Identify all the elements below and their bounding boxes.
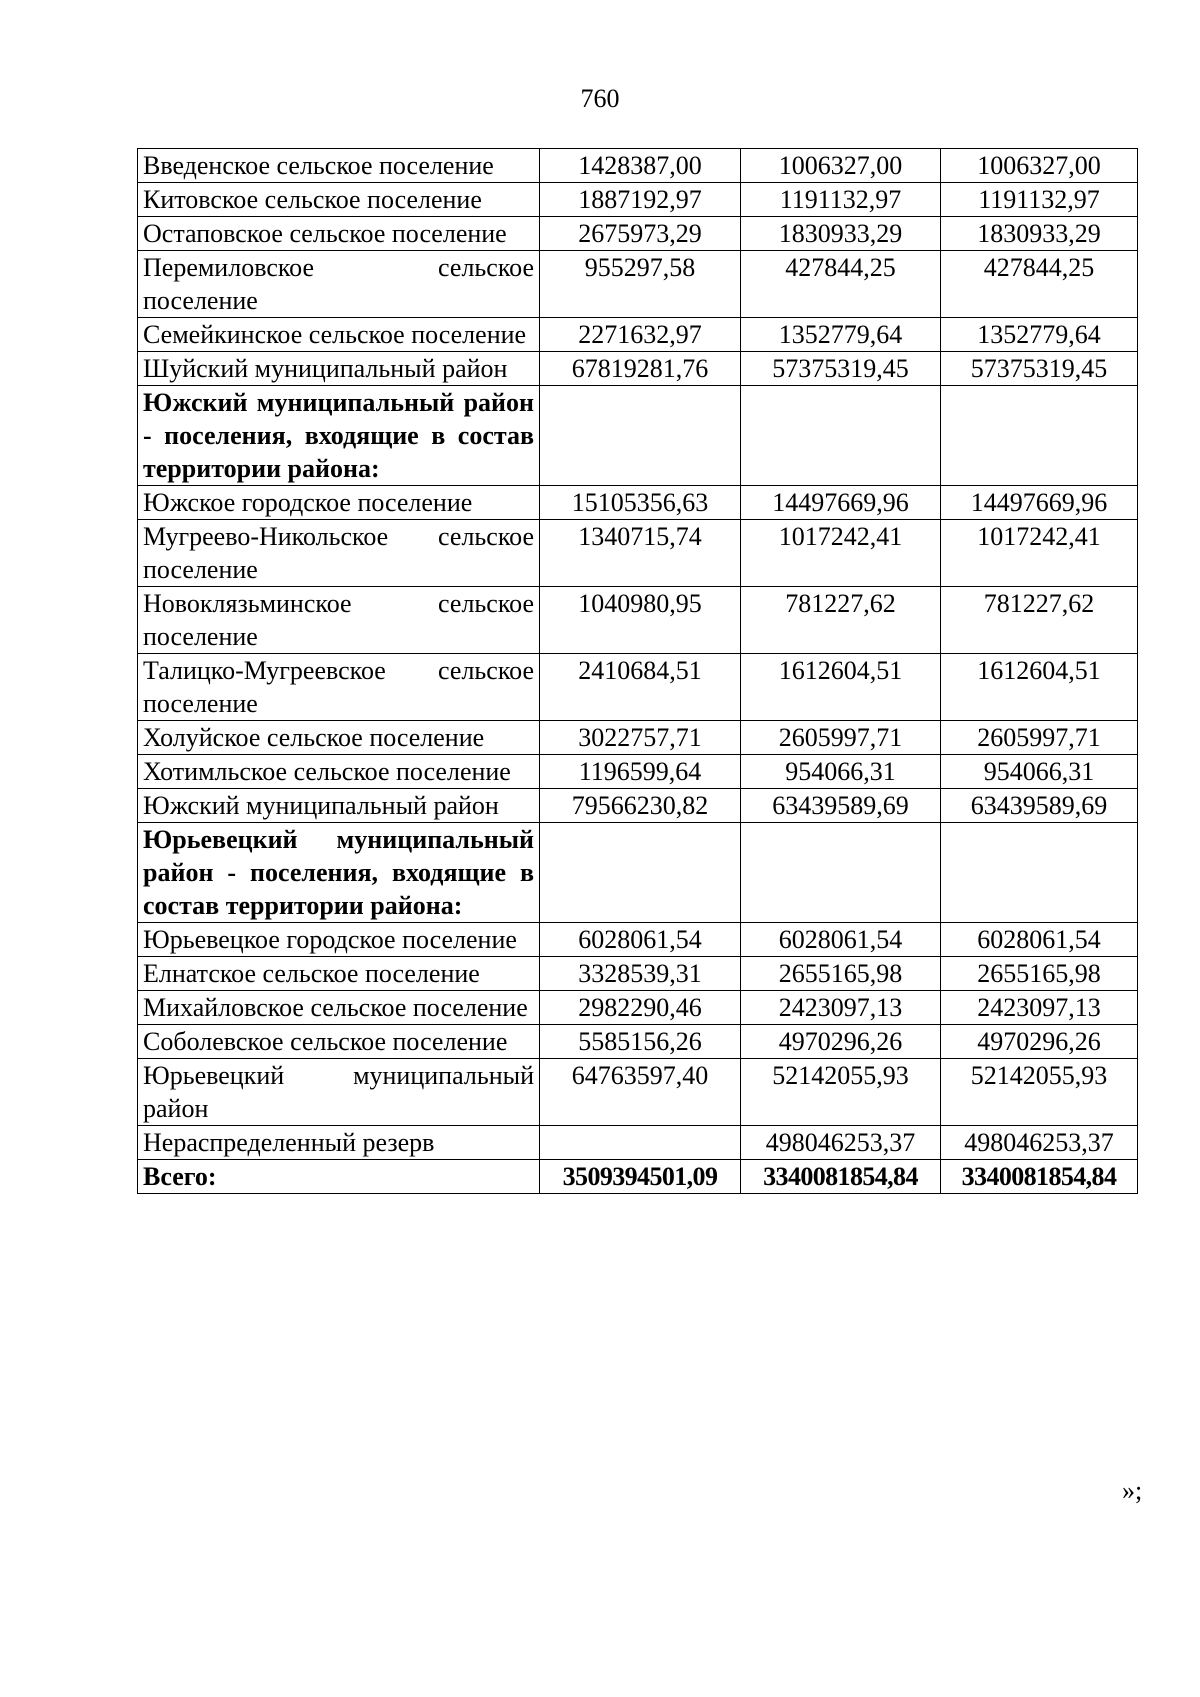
amount-cell-col2: 63439589,69: [741, 789, 941, 823]
section-title-cell: Юрьевецкий муниципальный район - поселения, входящие в состав территории района:: [138, 823, 540, 923]
amount-cell-col1: 1040980,95: [540, 587, 741, 654]
amount-cell-col2: 2605997,71: [741, 721, 941, 755]
settlement-name-cell: Китовское сельское поселение: [138, 183, 540, 217]
amount-cell-col1: 3509394501,09: [540, 1160, 741, 1194]
table-row: [138, 352, 1138, 386]
table-row: [138, 957, 1138, 991]
settlement-name-cell: Мугреево-Никольское сельское поселение: [138, 520, 540, 587]
table-row: [138, 789, 1138, 823]
amount-cell-col3: 498046253,37: [941, 1126, 1138, 1160]
amount-cell-col3: 427844,25: [941, 251, 1138, 318]
table-row: [138, 217, 1138, 251]
amount-cell-col1: 2271632,97: [540, 318, 741, 352]
amount-cell-col1: 2675973,29: [540, 217, 741, 251]
amount-cell-col2: 2655165,98: [741, 957, 941, 991]
amount-cell-col3: 1017242,41: [941, 520, 1138, 587]
table-row: [138, 1025, 1138, 1059]
table-row: [138, 183, 1138, 217]
section-title-cell: Южский муниципальный район - поселения, входящие в состав территории района:: [138, 386, 540, 486]
amount-cell-col3: 14497669,96: [941, 486, 1138, 520]
amount-cell-col3: [941, 823, 1138, 923]
amount-cell-col2: 1191132,97: [741, 183, 941, 217]
amount-cell-col1: 3328539,31: [540, 957, 741, 991]
amount-cell-col2: 57375319,45: [741, 352, 941, 386]
settlement-name-cell: Холуйское сельское поселение: [138, 721, 540, 755]
settlement-name-cell: Остаповское сельское поселение: [138, 217, 540, 251]
amount-cell-col2: 4970296,26: [741, 1025, 941, 1059]
section-header-row: [138, 386, 1138, 486]
table-row: [138, 520, 1138, 587]
table-row: [138, 149, 1138, 183]
amount-cell-col3: 1006327,00: [941, 149, 1138, 183]
table-row: [138, 587, 1138, 654]
settlement-name-cell: Новоклязьминское сельское поселение: [138, 587, 540, 654]
amount-cell-col1: 1196599,64: [540, 755, 741, 789]
amount-cell-col1: [540, 386, 741, 486]
amount-cell-col3: 57375319,45: [941, 352, 1138, 386]
budget-table-body: [138, 149, 1138, 1194]
settlement-name-cell: Соболевское сельское поселение: [138, 1025, 540, 1059]
table-row: [138, 251, 1138, 318]
amount-cell-col2: 3340081854,84: [741, 1160, 941, 1194]
table-row: [138, 654, 1138, 721]
budget-table: [137, 148, 1138, 1194]
settlement-name-cell: Перемиловское сельское поселение: [138, 251, 540, 318]
amount-cell-col3: 63439589,69: [941, 789, 1138, 823]
amount-cell-col2: [741, 823, 941, 923]
amount-cell-col1: 1428387,00: [540, 149, 741, 183]
amount-cell-col1: 3022757,71: [540, 721, 741, 755]
closing-quote-mark: »;: [1122, 1476, 1143, 1505]
settlement-name-cell: Юрьевецкий муниципальный район: [138, 1059, 540, 1126]
amount-cell-col1: [540, 1126, 741, 1160]
settlement-name-cell: Нераспределенный резерв: [138, 1126, 540, 1160]
table-row: [138, 1059, 1138, 1126]
amount-cell-col2: 781227,62: [741, 587, 941, 654]
amount-cell-col3: 3340081854,84: [941, 1160, 1138, 1194]
amount-cell-col2: 498046253,37: [741, 1126, 941, 1160]
amount-cell-col2: 954066,31: [741, 755, 941, 789]
amount-cell-col2: 6028061,54: [741, 923, 941, 957]
settlement-name-cell: Введенское сельское поселение: [138, 149, 540, 183]
table-row: [138, 1126, 1138, 1160]
amount-cell-col3: 1191132,97: [941, 183, 1138, 217]
amount-cell-col1: 67819281,76: [540, 352, 741, 386]
page-number: 760: [580, 84, 620, 113]
amount-cell-col2: 427844,25: [741, 251, 941, 318]
amount-cell-col3: 2423097,13: [941, 991, 1138, 1025]
amount-cell-col3: 1352779,64: [941, 318, 1138, 352]
amount-cell-col2: 1017242,41: [741, 520, 941, 587]
table-row: [138, 755, 1138, 789]
amount-cell-col1: 2982290,46: [540, 991, 741, 1025]
amount-cell-col3: 52142055,93: [941, 1059, 1138, 1126]
section-header-row: [138, 823, 1138, 923]
amount-cell-col3: 6028061,54: [941, 923, 1138, 957]
amount-cell-col3: [941, 386, 1138, 486]
table-row: [138, 486, 1138, 520]
amount-cell-col2: [741, 386, 941, 486]
amount-cell-col1: 64763597,40: [540, 1059, 741, 1126]
settlement-name-cell: Юрьевецкое городское поселение: [138, 923, 540, 957]
amount-cell-col2: 52142055,93: [741, 1059, 941, 1126]
amount-cell-col3: 781227,62: [941, 587, 1138, 654]
total-row: [138, 1160, 1138, 1194]
settlement-name-cell: Хотимльское сельское поселение: [138, 755, 540, 789]
settlement-name-cell: Южский муниципальный район: [138, 789, 540, 823]
amount-cell-col3: 4970296,26: [941, 1025, 1138, 1059]
amount-cell-col1: 2410684,51: [540, 654, 741, 721]
amount-cell-col1: 15105356,63: [540, 486, 741, 520]
amount-cell-col1: 5585156,26: [540, 1025, 741, 1059]
settlement-name-cell: Михайловское сельское поселение: [138, 991, 540, 1025]
table-row: [138, 318, 1138, 352]
amount-cell-col3: 2605997,71: [941, 721, 1138, 755]
amount-cell-col3: 954066,31: [941, 755, 1138, 789]
amount-cell-col1: 955297,58: [540, 251, 741, 318]
amount-cell-col1: 6028061,54: [540, 923, 741, 957]
settlement-name-cell: Талицко-Мугреевское сельское поселение: [138, 654, 540, 721]
amount-cell-col2: 1830933,29: [741, 217, 941, 251]
settlement-name-cell: Южское городское поселение: [138, 486, 540, 520]
amount-cell-col2: 2423097,13: [741, 991, 941, 1025]
amount-cell-col2: 1352779,64: [741, 318, 941, 352]
amount-cell-col2: 14497669,96: [741, 486, 941, 520]
amount-cell-col1: 1887192,97: [540, 183, 741, 217]
amount-cell-col1: 79566230,82: [540, 789, 741, 823]
amount-cell-col1: 1340715,74: [540, 520, 741, 587]
amount-cell-col2: 1006327,00: [741, 149, 941, 183]
settlement-name-cell: Всего:: [138, 1160, 540, 1194]
amount-cell-col3: 2655165,98: [941, 957, 1138, 991]
table-row: [138, 991, 1138, 1025]
amount-cell-col3: 1830933,29: [941, 217, 1138, 251]
amount-cell-col3: 1612604,51: [941, 654, 1138, 721]
settlement-name-cell: Шуйский муниципальный район: [138, 352, 540, 386]
amount-cell-col2: 1612604,51: [741, 654, 941, 721]
settlement-name-cell: Елнатское сельское поселение: [138, 957, 540, 991]
amount-cell-col1: [540, 823, 741, 923]
table-row: [138, 923, 1138, 957]
settlement-name-cell: Семейкинское сельское поселение: [138, 318, 540, 352]
table-row: [138, 721, 1138, 755]
